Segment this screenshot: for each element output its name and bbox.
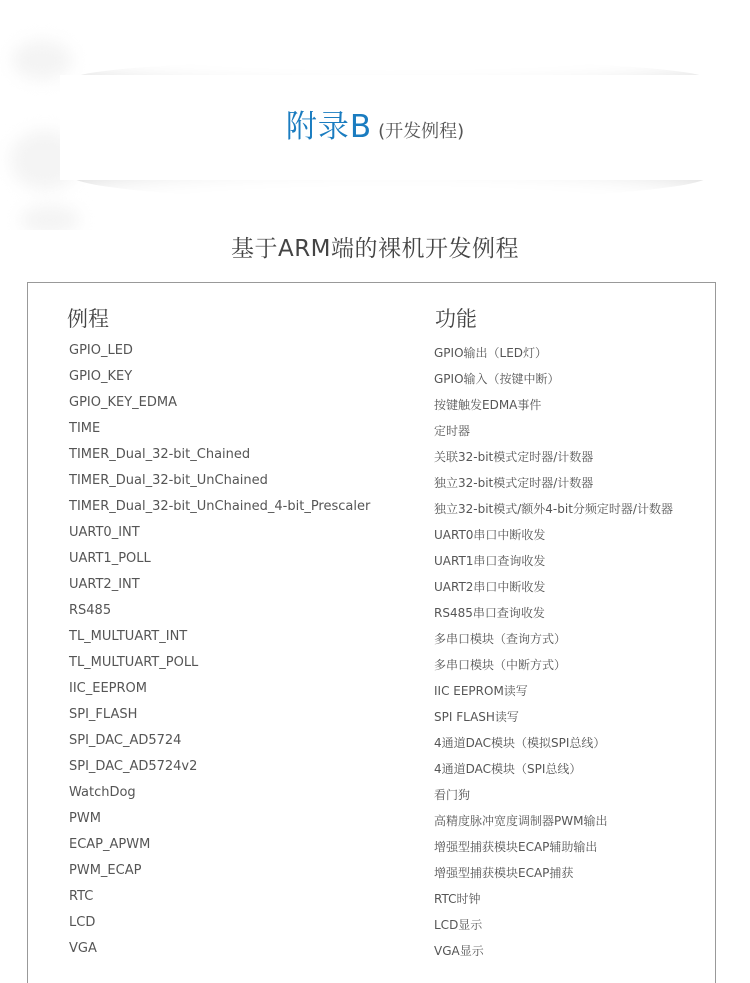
example-name-cell: GPIO_KEY_EDMA — [69, 395, 177, 410]
function-description-cell: 增强型捕获模块ECAP捕获 — [434, 866, 574, 880]
table-row — [0, 728, 750, 754]
function-description-cell: 多串口模块（中断方式） — [434, 658, 567, 672]
function-description-cell: RTC时钟 — [434, 892, 481, 906]
example-name-cell: SPI_DAC_AD5724 — [69, 733, 182, 748]
table-row — [0, 910, 750, 936]
table-row — [0, 572, 750, 598]
background-blotch — [20, 205, 80, 230]
example-name-cell: WatchDog — [69, 785, 136, 800]
example-name-cell: ECAP_APWM — [69, 837, 151, 852]
table-row — [0, 754, 750, 780]
example-name-cell: GPIO_KEY — [69, 369, 133, 384]
example-name-cell: SPI_DAC_AD5724v2 — [69, 759, 198, 774]
function-description-cell: 4通道DAC模块（模拟SPI总线） — [434, 736, 606, 750]
table-row — [0, 520, 750, 546]
function-description-cell: 按键触发EDMA事件 — [434, 398, 542, 412]
function-description-cell: 独立32-bit模式/额外4-bit分频定时器/计数器 — [434, 502, 673, 516]
example-name-cell: IIC_EEPROM — [69, 681, 147, 696]
table-row — [0, 806, 750, 832]
function-description-cell: LCD显示 — [434, 918, 483, 932]
function-description-cell: UART0串口中断收发 — [434, 528, 546, 542]
table-row — [0, 936, 750, 962]
appendix-subtitle: (开发例程) — [378, 121, 465, 142]
function-description-cell: 关联32-bit模式定时器/计数器 — [434, 450, 594, 464]
table-row — [0, 494, 750, 520]
function-description-cell: VGA显示 — [434, 944, 484, 958]
table-row — [0, 858, 750, 884]
function-description-cell: IIC EEPROM读写 — [434, 684, 528, 698]
function-description-cell: 定时器 — [434, 424, 471, 438]
background-blotch — [12, 40, 72, 80]
column-header-example: 例程 — [67, 307, 109, 331]
function-description-cell: GPIO输入（按键中断） — [434, 372, 560, 386]
example-name-cell: VGA — [69, 941, 97, 956]
table-row — [0, 780, 750, 806]
function-description-cell: UART2串口中断收发 — [434, 580, 546, 594]
table-body — [0, 338, 750, 962]
table-row — [0, 546, 750, 572]
example-name-cell: UART2_INT — [69, 577, 140, 592]
table-row — [0, 442, 750, 468]
example-name-cell: RS485 — [69, 603, 112, 618]
example-name-cell: TIMER_Dual_32-bit_Chained — [69, 447, 251, 462]
table-row — [0, 338, 750, 364]
table-row — [0, 650, 750, 676]
example-name-cell: UART0_INT — [69, 525, 140, 540]
column-header-function: 功能 — [435, 307, 477, 331]
example-name-cell: RTC — [69, 889, 94, 904]
example-name-cell: TIMER_Dual_32-bit_UnChained — [69, 473, 268, 488]
example-name-cell: TIMER_Dual_32-bit_UnChained_4-bit_Prescaler — [69, 499, 371, 514]
table-row — [0, 884, 750, 910]
example-name-cell: UART1_POLL — [69, 551, 151, 566]
appendix-title: 附录B — [285, 109, 373, 145]
table-row — [0, 832, 750, 858]
function-description-cell: GPIO输出（LED灯） — [434, 346, 548, 360]
appendix-banner — [0, 0, 750, 230]
function-description-cell: 高精度脉冲宽度调制器PWM输出 — [434, 814, 608, 828]
appendix-heading — [0, 101, 750, 146]
example-name-cell: SPI_FLASH — [69, 707, 138, 722]
example-name-cell: TL_MULTUART_POLL — [69, 655, 199, 670]
example-name-cell: GPIO_LED — [69, 343, 133, 358]
function-description-cell: 4通道DAC模块（SPI总线） — [434, 762, 582, 776]
table-row — [0, 468, 750, 494]
section-title: 基于ARM端的裸机开发例程 — [230, 236, 520, 262]
table-row — [0, 598, 750, 624]
example-name-cell: PWM_ECAP — [69, 863, 142, 878]
function-description-cell: 独立32-bit模式定时器/计数器 — [434, 476, 594, 490]
example-name-cell: TIME — [69, 421, 101, 436]
function-description-cell: SPI FLASH读写 — [434, 710, 519, 724]
example-name-cell: PWM — [69, 811, 101, 826]
table-row — [0, 624, 750, 650]
table-row — [0, 390, 750, 416]
table-row — [0, 364, 750, 390]
table-row — [0, 702, 750, 728]
table-row — [0, 416, 750, 442]
example-name-cell: LCD — [69, 915, 96, 930]
function-description-cell: 多串口模块（查询方式） — [434, 632, 567, 646]
example-name-cell: TL_MULTUART_INT — [69, 629, 188, 644]
function-description-cell: 增强型捕获模块ECAP辅助输出 — [434, 840, 598, 854]
table-row — [0, 676, 750, 702]
function-description-cell: 看门狗 — [434, 788, 471, 802]
function-description-cell: RS485串口查询收发 — [434, 606, 545, 620]
function-description-cell: UART1串口查询收发 — [434, 554, 546, 568]
